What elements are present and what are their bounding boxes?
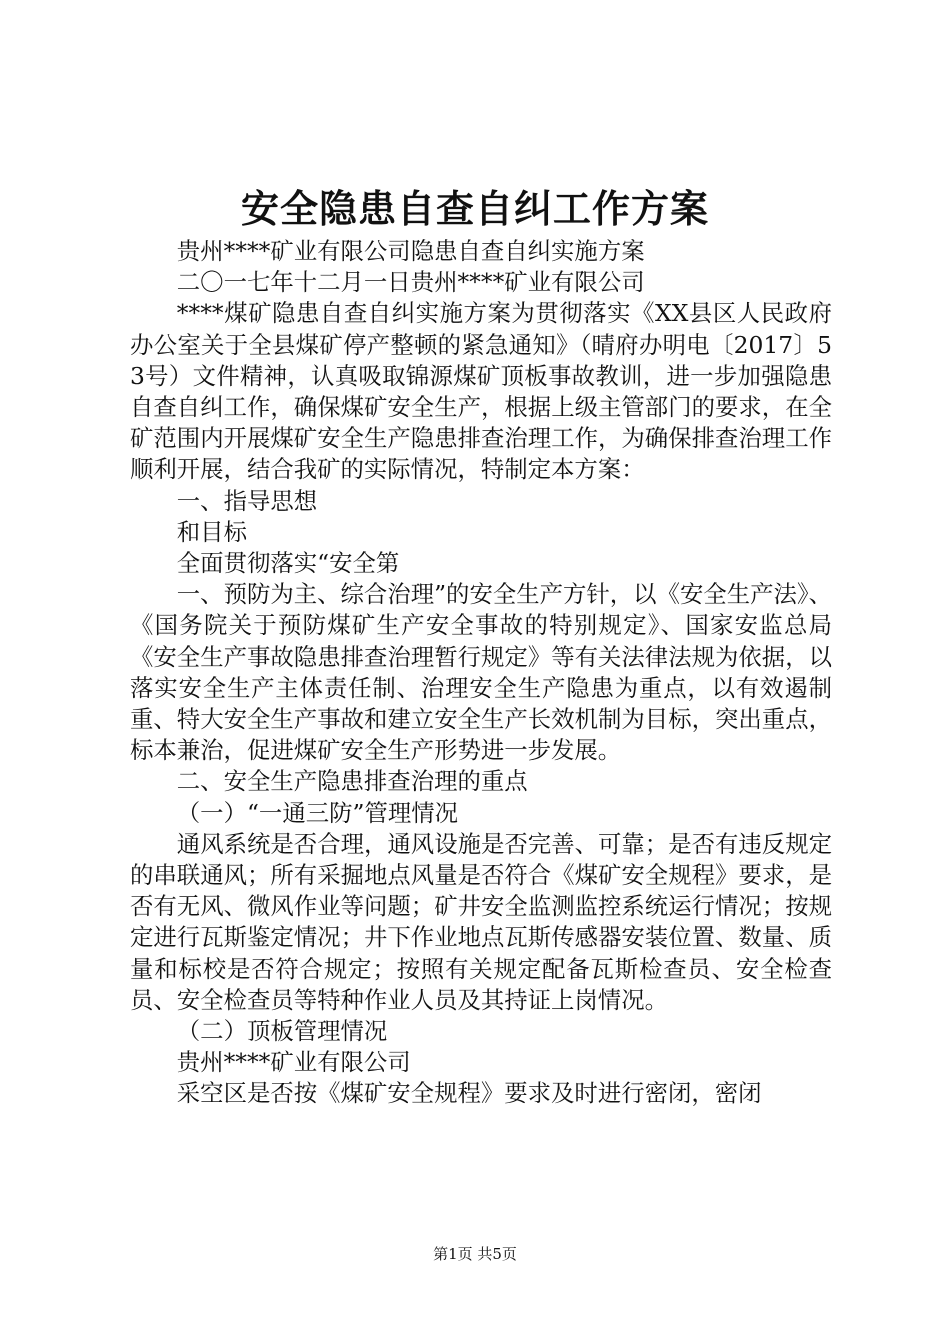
paragraph-company-name: 贵州****矿业有限公司 (176, 1048, 411, 1077)
paragraph-goaf: 采空区是否按《煤矿安全规程》要求及时进行密闭，密闭 (176, 1079, 762, 1108)
paragraph-guideline-body: 一、预防为主、综合治理”的安全生产方针，以《安全生产法》、《国务院关于预防煤矿生产安全事故的特别规定》、国家安监总局《安全生产事故隐患排查治理暂行规定》等有关法律法规为依据，以落实安全生产主体责任制、治理安全生产隐患为重点，以有效遏制重、特大安全生产事故和建立安全生产长效机制为目标，突出重点，标本兼治，促进煤矿安全生产形势进一步发展。 (130, 580, 832, 765)
paragraph-company-heading: 贵州****矿业有限公司隐患自查自纠实施方案 (176, 237, 645, 265)
paragraph-subsection-1-heading: （一）“一通三防”管理情况 (176, 798, 459, 827)
paragraph-section-1-heading: 一、指导思想 (176, 486, 318, 515)
paragraph-ventilation: 通风系统是否合理，通风设施是否完善、可靠；是否有违反规定的串联通风；所有采掘地点风量是否符合《煤矿安全规程》要求，是否有无风、微风作业等问题；矿井安全监测监控系统运行情况；按规定进行瓦斯鉴定情况；井下作业地点瓦斯传感器安装位置、数量、质量和标校是否符合规定；按照有关规定配备瓦斯检查员、安全检查员、安全检查员等特种作业人员及其持证上岗情况。 (130, 829, 832, 1014)
document-title: 安全隐患自查自纠工作方案 (240, 187, 709, 231)
paragraph-subsection-2-heading: （二）顶板管理情况 (176, 1017, 388, 1046)
paragraph-intro: ****煤矿隐患自查自纠实施方案为贯彻落实《XX县区人民政府办公室关于全县煤矿停产整顿的紧急通知》（晴府办明电〔2017〕53号）文件精神，认真吸取锦源煤矿顶板事故教训，进一步加强隐患自查自纠工作，确保煤矿安全生产，根据上级主管部门的要求，在全矿范围内开展煤矿安全生产隐患排查治理工作，为确保排查治理工作顺利开展，结合我矿的实际情况，特制定本方案： (130, 299, 832, 484)
paragraph-date-line: 二〇一七年十二月一日贵州****矿业有限公司 (176, 268, 645, 297)
paragraph-section-1-heading-cont: 和目标 (176, 517, 247, 546)
document-body (130, 236, 832, 1110)
paragraph-guideline-start: 全面贯彻落实“安全第 (176, 549, 400, 578)
page-footer: 第1页 共5页 (433, 1245, 517, 1263)
paragraph-section-2-heading: 二、安全生产隐患排查治理的重点 (176, 767, 528, 796)
